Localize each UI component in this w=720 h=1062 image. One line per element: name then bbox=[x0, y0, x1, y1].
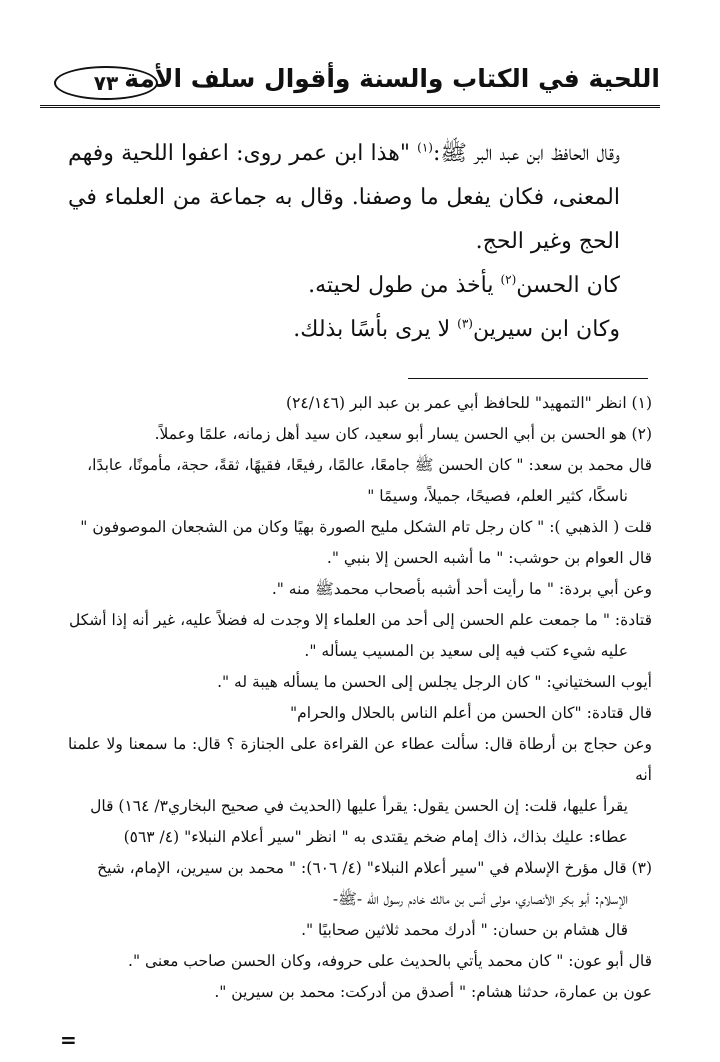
running-title: اللحية في الكتاب والسنة وأقوال سلف الأمة bbox=[124, 64, 660, 93]
main-paragraph-1 bbox=[68, 132, 652, 264]
footnote-ref-2[interactable]: (٢) bbox=[500, 272, 517, 287]
footnote-3: (٣) قال مؤرخ الإسلام في "سير أعلام النبلاء" (٤/ ٦٠٦): " محمد بن سيرين، الإمام، شيخ bbox=[97, 859, 652, 877]
main-text-segment: "هذا ابن عمر روى: اعفوا اللحية وفهم المعنى، فكان يفعل ما وصفنا. وقال به جماعة من العلماء في الحج وغير الحج. bbox=[68, 141, 620, 254]
footnote-line: يقرأ عليها، قلت: إن الحسن يقول: يقرأ عليها (الحديث في صحيح البخاري٣/ ١٦٤) قال bbox=[90, 797, 628, 815]
header-divider bbox=[40, 105, 660, 108]
page-header bbox=[40, 58, 660, 108]
footnote-line: ناسكًا، كثير العلم، فصيحًا، جميلاً، وسيمًا " bbox=[367, 487, 628, 505]
footnote-line: قال قتادة: "كان الحسن من أعلم الناس بالحلال والحرام" bbox=[290, 704, 652, 722]
footnotes bbox=[68, 388, 652, 1008]
main-text-segment: لا يرى بأسًا بذلك. bbox=[293, 317, 458, 342]
main-paragraph-2 bbox=[68, 264, 652, 308]
footnote-line: عليه شيء كتب فيه إلى سعيد بن المسيب يسأله ". bbox=[304, 642, 628, 660]
footnote-1: (١) انظر "التمهيد" للحافظ أبي عمر بن عبد البر (٢٤/١٤٦) bbox=[286, 394, 652, 412]
footnote-ref-3[interactable]: (٣) bbox=[457, 316, 473, 331]
footnote-line: قال أبو عون: " كان محمد يأتي بالحديث على حروفه، وكان الحسن صاحب معنى ". bbox=[128, 952, 652, 970]
footnote-2: (٢) هو الحسن بن أبي الحسن يسار أبو سعيد، كان سيد أهل زمانه، علمًا وعملاً. bbox=[154, 425, 652, 443]
footnote-line: قال محمد بن سعد: " كان الحسن ﷺ جامعًا، عالمًا، رفيعًا، فقيهًا، ثقةً، حجة، مأمونًا، عابدًا، bbox=[87, 456, 652, 474]
footnote-separator bbox=[408, 378, 648, 379]
footnote-line: قتادة: " ما جمعت علم الحسن إلى أحد من العلماء إلا وجدت له فضلاً عليه، غير أنه إذا أشكل bbox=[69, 611, 652, 629]
main-text bbox=[68, 132, 652, 352]
footnote-line: أيوب السختياني: " كان الرجل يجلس إلى الحسن ما يسأله هيبة له ". bbox=[217, 673, 652, 691]
main-text-segment: يأخذ من طول لحيته. bbox=[308, 273, 501, 298]
main-text-segment: وقال الحافظ ابن عبد البر ﷺ: bbox=[432, 141, 620, 166]
footnote-line: قلت ( الذهبي ): " كان رجل تام الشكل مليح الصورة بهيًا وكان من الشجعان الموصوفون " bbox=[80, 518, 652, 536]
footnote-line: قال هشام بن حسان: " أدرك محمد ثلاثين صحابيًا ". bbox=[301, 921, 628, 939]
main-text-segment: كان الحسن bbox=[516, 273, 620, 298]
page-end-mark: = bbox=[60, 1028, 77, 1052]
footnote-line: وعن حجاج بن أرطاة قال: سألت عطاء عن القراءة على الجنازة ؟ قال: ما سمعنا ولا علمنا أنه bbox=[68, 735, 652, 784]
footnote-ref-1[interactable]: (١) bbox=[417, 140, 433, 155]
footnote-line: قال العوام بن حوشب: " ما أشبه الحسن إلا بنبي ". bbox=[326, 549, 652, 567]
footnote-line: وعن أبي بردة: " ما رأيت أحد أشبه بأصحاب محمدﷺ منه ". bbox=[271, 580, 652, 598]
main-paragraph-3 bbox=[68, 308, 652, 352]
page-number: ٧٣ bbox=[54, 66, 158, 100]
footnote-line: عون بن عمارة، حدثنا هشام: " أصدق من أدركت: محمد بن سيرين ". bbox=[214, 983, 652, 1001]
footnote-line: عطاء: عليك بذاك، ذاك إمام ضخم يقتدى به " انظر "سير أعلام النبلاء" (٤/ ٥٦٣) bbox=[123, 828, 628, 846]
footnote-line: الإسلام: أبو بكر الأنصاري، مولى أنس بن مالك خادم رسول الله -ﷺ- bbox=[332, 890, 628, 908]
main-text-segment: وكان ابن سيرين bbox=[472, 317, 620, 342]
